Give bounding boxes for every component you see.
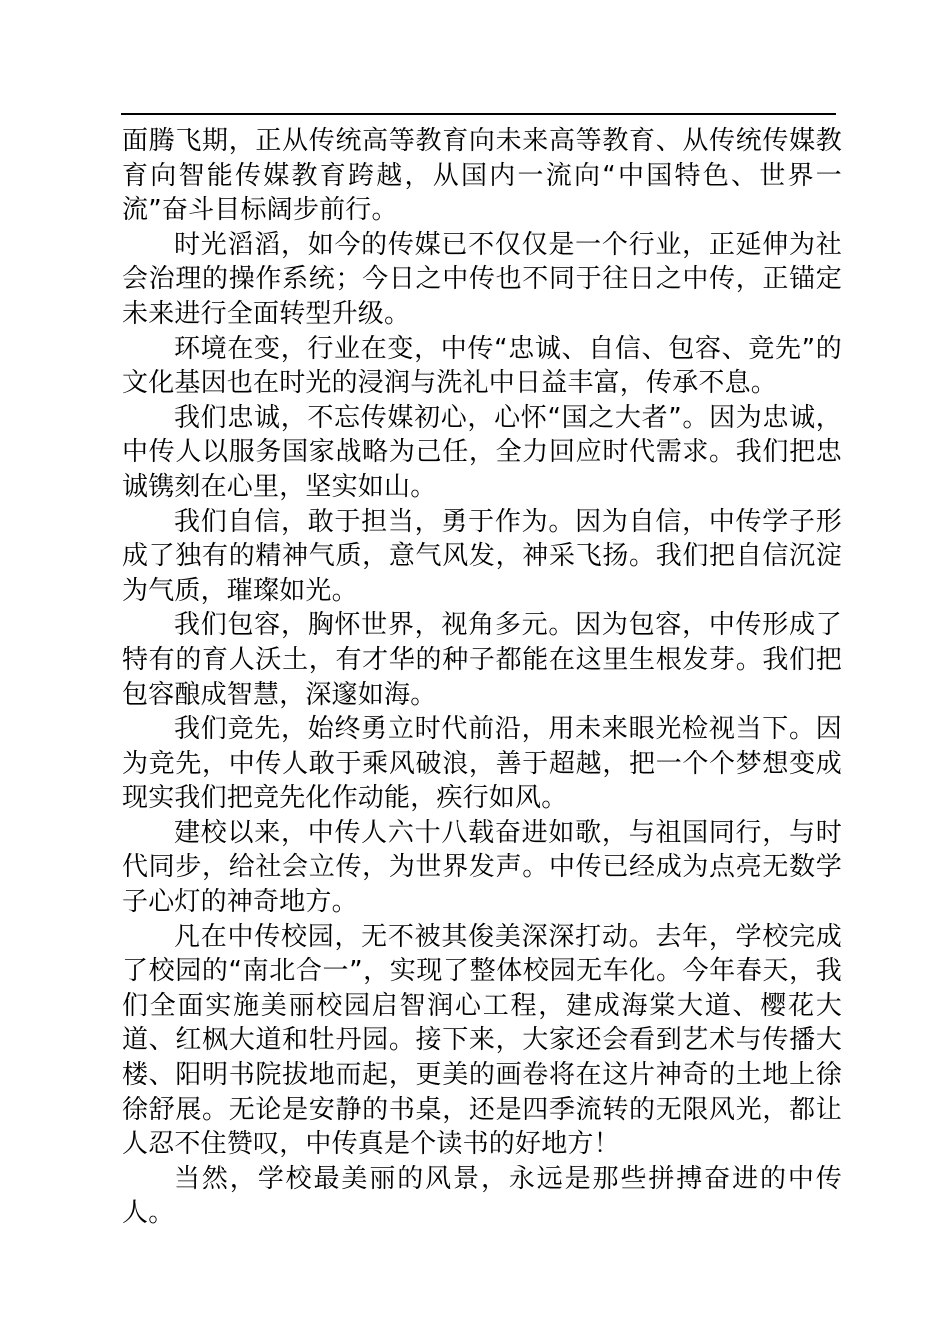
paragraph-campus: 凡在中传校园，无不被其俊美深深打动。去年，学校完成了校园的“南北合一”，实现了整体校园无车化。今年春天，我们全面实施美丽校园启智润心工程，建成海棠大道、樱花大道、红枫大道和牡丹园。接下来，大家还会看到艺术与传播大楼、阳明书院拔地而起，更美的画卷将在这片神奇的土地上徐徐舒展。无论是安静的书桌，还是四季流转的无限风光，都让人忍不住赞叹，中传真是个读书的好地方！: [122, 921, 842, 1160]
paragraph-media-transformation: 时光滔滔，如今的传媒已不仅仅是一个行业，正延伸为社会治理的操作系统；今日之中传也不同于往日之中传，正锚定未来进行全面转型升级。: [122, 229, 842, 329]
paragraph-continued: 面腾飞期，正从传统高等教育向未来高等教育、从传统传媒教育向智能传媒教育跨越，从国内一流向“中国特色、世界一流”奋斗目标阔步前行。: [122, 126, 842, 226]
paragraph-loyalty: 我们忠诚，不忘传媒初心，心怀“国之大者”。因为忠诚，中传人以服务国家战略为己任，全力回应时代需求。我们把忠诚镌刻在心里，坚实如山。: [122, 402, 842, 502]
paragraph-inclusiveness: 我们包容，胸怀世界，视角多元。因为包容，中传形成了特有的育人沃土，有才华的种子都能在这里生根发芽。我们把包容酿成智慧，深邃如海。: [122, 610, 842, 710]
paragraph-history: 建校以来，中传人六十八载奋进如歌，与祖国同行，与时代同步，给社会立传，为世界发声。中传已经成为点亮无数学子心灯的神奇地方。: [122, 817, 842, 918]
paragraph-competitiveness: 我们竞先，始终勇立时代前沿，用未来眼光检视当下。因为竞先，中传人敢于乘风破浪，善于超越，把一个个梦想变成现实我们把竞先化作动能，疾行如风。: [122, 714, 842, 814]
paragraph-cultural-gene: 环境在变，行业在变，中传“忠诚、自信、包容、竞先”的文化基因也在时光的浸润与洗礼中日益丰富，传承不息。: [122, 333, 842, 399]
paragraph-confidence: 我们自信，敢于担当，勇于作为。因为自信，中传学子形成了独有的精神气质，意气风发，神采飞扬。我们把自信沉淀为气质，璀璨如光。: [122, 506, 842, 606]
paragraph-people: 当然，学校最美丽的风景，永远是那些拼搏奋进的中传人。: [122, 1163, 842, 1229]
header-rule: [121, 113, 836, 115]
document-body: [122, 124, 842, 1231]
